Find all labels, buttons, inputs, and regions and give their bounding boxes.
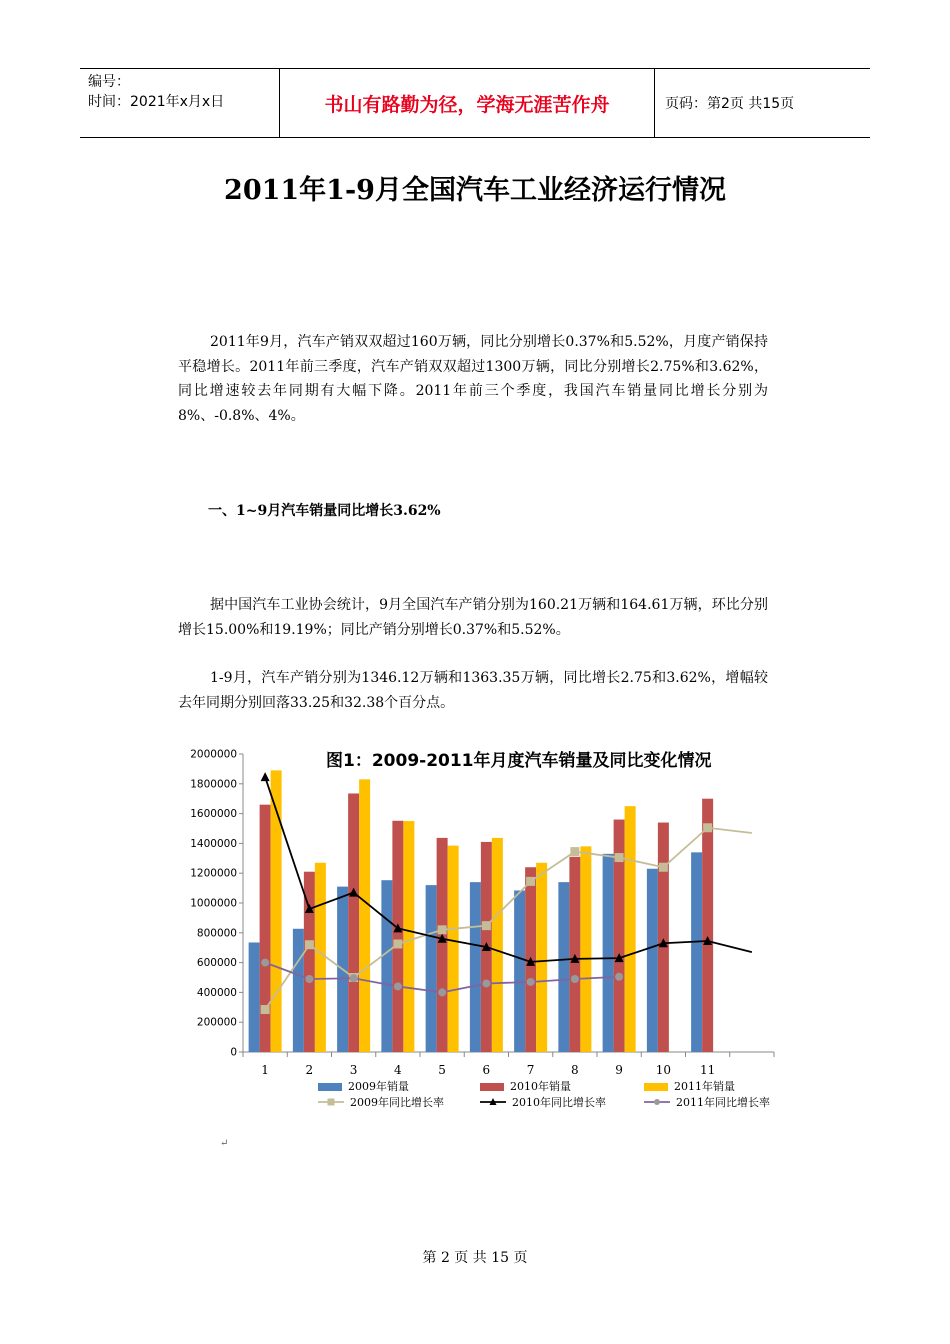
point-2009年同比增长率 — [393, 939, 402, 948]
bar-2011年销量 — [492, 838, 503, 1052]
legend-label: 2010年销量 — [510, 1080, 571, 1093]
bar-2009年销量 — [293, 929, 304, 1052]
y-tick-label: 1000000 — [190, 897, 237, 910]
section-heading: 一、1~9月汽车销量同比增长3.62% — [208, 503, 441, 519]
x-tick-label: 11 — [699, 1063, 716, 1077]
stats-paragraph: 据中国汽车工业协会统计，9月全国汽车产销分别为160.21万辆和164.61万辆，环比分别增长15.00%和19.19%；同比产销分别增长0.37%和5.52%。 — [178, 597, 768, 638]
chart-svg — [178, 740, 778, 1120]
sales-chart — [178, 740, 778, 1120]
legend-label: 2010年同比增长率 — [512, 1096, 606, 1109]
bar-2009年销量 — [249, 942, 260, 1052]
page-header — [80, 68, 870, 138]
point-2009年同比增长率 — [261, 1005, 270, 1014]
bar-2009年销量 — [558, 882, 569, 1052]
y-tick-label: 600000 — [196, 957, 237, 970]
x-tick-label: 2 — [305, 1063, 314, 1077]
point-2009年同比增长率 — [482, 921, 491, 930]
point-2009年同比增长率 — [526, 877, 535, 886]
point-2011年同比增长率 — [438, 988, 446, 996]
legend-label: 2011年销量 — [674, 1080, 735, 1093]
legend-label: 2009年销量 — [348, 1080, 409, 1093]
legend-label: 2011年同比增长率 — [676, 1096, 770, 1109]
number-label: 编号： — [88, 74, 130, 90]
point-2011年同比增长率 — [350, 974, 358, 982]
point-2011年同比增长率 — [571, 975, 579, 983]
bar-2010年销量 — [348, 793, 359, 1052]
bar-2010年销量 — [437, 838, 448, 1052]
y-tick-label: 1200000 — [190, 867, 237, 880]
y-tick-label: 2000000 — [190, 748, 237, 761]
x-tick-label: 7 — [526, 1063, 535, 1077]
x-tick-label: 3 — [349, 1063, 358, 1077]
page-code: 页码：第2页 共15页 — [665, 96, 795, 112]
bar-2011年销量 — [403, 821, 414, 1052]
bar-2011年销量 — [359, 779, 370, 1052]
motto: 书山有路勤为径，学海无涯苦作舟 — [280, 69, 655, 137]
bar-2010年销量 — [392, 821, 403, 1052]
cumulative-paragraph: 1-9月，汽车产销分别为1346.12万辆和1363.35万辆，同比增长2.75和3.62%，增幅较去年同期分别回落33.25和32.38个百分点。 — [178, 670, 768, 711]
bar-2009年销量 — [470, 882, 481, 1052]
bar-2011年销量 — [448, 846, 459, 1052]
point-2011年同比增长率 — [482, 979, 490, 987]
y-tick-label: 1600000 — [190, 808, 237, 821]
bar-2009年销量 — [647, 869, 658, 1052]
bar-2009年销量 — [426, 885, 437, 1052]
point-2009年同比增长率 — [305, 940, 314, 949]
page-footer: 第 2 页 共 15 页 — [422, 1250, 528, 1266]
bar-2009年销量 — [691, 852, 702, 1052]
bar-2010年销量 — [702, 799, 713, 1052]
bar-2009年销量 — [514, 890, 525, 1052]
bar-2011年销量 — [315, 863, 326, 1052]
x-tick-label: 6 — [482, 1063, 491, 1077]
y-tick-label: 800000 — [196, 927, 237, 940]
point-2009年同比增长率 — [615, 853, 624, 862]
return-mark: ↵ — [220, 1138, 229, 1149]
x-tick-label: 4 — [394, 1063, 402, 1077]
y-tick-label: 200000 — [196, 1016, 237, 1029]
point-2011年同比增长率 — [305, 975, 313, 983]
point-2009年同比增长率 — [438, 925, 447, 934]
bar-2011年销量 — [625, 806, 636, 1052]
point-2009年同比增长率 — [659, 863, 668, 872]
y-tick-label: 400000 — [196, 986, 237, 999]
y-tick-label: 1800000 — [190, 778, 237, 791]
point-2010年同比增长率 — [261, 772, 270, 781]
y-tick-label: 0 — [230, 1046, 237, 1059]
legend-marker — [654, 1099, 660, 1105]
point-2011年同比增长率 — [615, 973, 623, 981]
point-2009年同比增长率 — [703, 823, 712, 832]
x-tick-label: 9 — [615, 1063, 623, 1077]
bar-2011年销量 — [536, 863, 547, 1052]
point-2011年同比增长率 — [261, 959, 269, 967]
bar-2009年销量 — [603, 854, 614, 1052]
point-2011年同比增长率 — [394, 982, 402, 990]
x-tick-label: 10 — [655, 1063, 672, 1077]
y-tick-label: 1400000 — [190, 837, 237, 850]
legend-swatch — [318, 1083, 342, 1091]
x-tick-label: 5 — [438, 1063, 446, 1077]
intro-paragraph: 2011年9月，汽车产销双双超过160万辆，同比分别增长0.37%和5.52%，月度产销保持平稳增长。2011年前三季度，汽车产销双双超过1300万辆，同比分别增长2.75%和3.62%，同比增速较去年同期有大幅下降。2011年前三个季度，我国汽车销量同比增长分别为8%、-0.8%、4%。 — [178, 334, 768, 424]
header-left-cell — [80, 69, 280, 137]
x-tick-label: 1 — [261, 1063, 269, 1077]
bar-2011年销量 — [580, 846, 591, 1052]
legend-label: 2009年同比增长率 — [350, 1096, 444, 1109]
time-label: 时间：2021年x月x日 — [88, 94, 225, 110]
bar-2010年销量 — [260, 805, 271, 1052]
bar-2010年销量 — [658, 823, 669, 1052]
legend-swatch — [480, 1083, 504, 1091]
point-2009年同比增长率 — [570, 847, 579, 856]
point-2011年同比增长率 — [527, 978, 535, 986]
legend-swatch — [644, 1083, 668, 1091]
legend-marker — [328, 1099, 335, 1106]
bar-2009年销量 — [381, 880, 392, 1052]
x-tick-label: 8 — [571, 1063, 579, 1077]
document-title: 2011年1-9月全国汽车工业经济运行情况 — [224, 175, 726, 206]
chart-title: 图1：2009-2011年月度汽车销量及同比变化情况 — [326, 751, 712, 771]
